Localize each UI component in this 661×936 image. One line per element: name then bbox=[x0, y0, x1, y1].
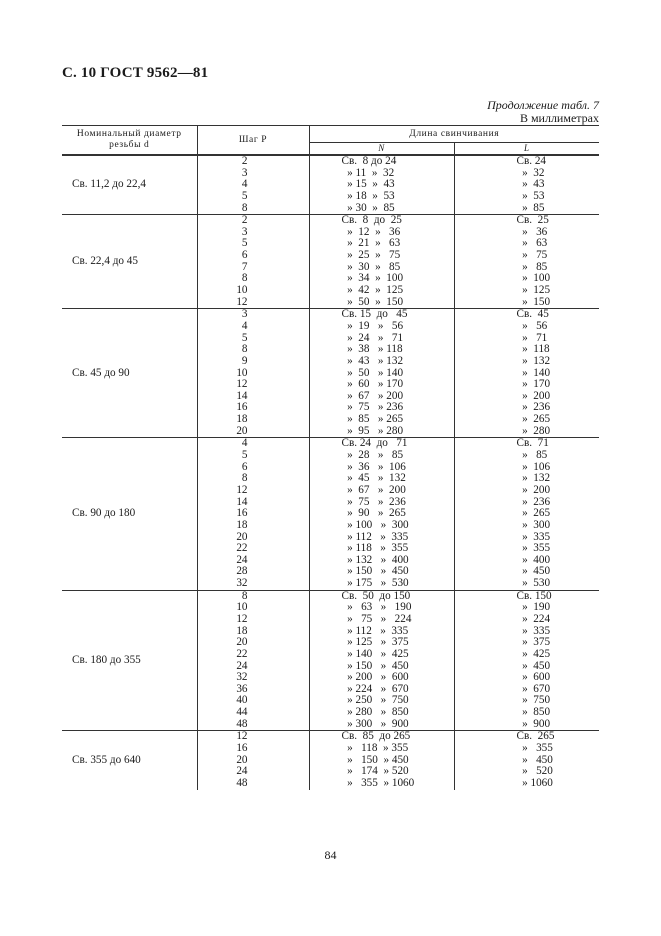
cell-line: » 28 » 85 bbox=[341, 449, 404, 462]
pitch-cell bbox=[197, 590, 309, 731]
cell-line: Св. 15 до 45 bbox=[341, 308, 408, 321]
cell-line: 5 bbox=[241, 331, 248, 344]
n-length-cell bbox=[309, 309, 454, 438]
cell-line: Св. 50 до 150 bbox=[341, 589, 411, 602]
cell-line: 10 bbox=[236, 284, 248, 297]
n-length-cell bbox=[309, 215, 454, 309]
cell-line: » 43 » 132 bbox=[341, 354, 404, 367]
cell-line: » 150 » 450 bbox=[341, 659, 409, 672]
cell-line: 18 bbox=[236, 624, 248, 637]
cell-line: » 150 » 450 bbox=[341, 565, 409, 578]
diameter-cell: Св. 180 до 355 bbox=[72, 653, 141, 666]
diameter-cell: Св. 355 до 640 bbox=[72, 753, 141, 766]
cell-line: » 280 bbox=[516, 424, 551, 437]
cell-line: » 224 bbox=[516, 612, 551, 625]
cell-line: » 118 » 355 bbox=[341, 542, 409, 555]
cell-line: 18 bbox=[236, 413, 248, 426]
cell-line: 6 bbox=[241, 460, 248, 473]
cell-line: 3 bbox=[241, 225, 248, 238]
cell-line: » 75 » 236 bbox=[341, 401, 404, 414]
cell-line: » 34 » 100 bbox=[341, 272, 404, 285]
cell-line: » 125 » 375 bbox=[341, 636, 409, 649]
l-length-cell bbox=[454, 155, 599, 215]
cell-line: » 112 » 335 bbox=[341, 530, 409, 543]
cell-line: 14 bbox=[236, 495, 248, 508]
cell-line: 5 bbox=[241, 189, 248, 202]
diameter-cell: Св. 90 до 180 bbox=[72, 507, 136, 520]
l-length-cell bbox=[454, 590, 599, 731]
cell-line: » 42 » 125 bbox=[341, 284, 404, 297]
n-length-cell bbox=[309, 590, 454, 731]
cell-line: » 85 » 265 bbox=[341, 413, 404, 426]
cell-line: » 150 bbox=[516, 295, 551, 308]
cell-line: 5 bbox=[241, 237, 248, 250]
cell-line: 8 bbox=[241, 201, 248, 214]
cell-line: » 50 » 140 bbox=[341, 366, 404, 379]
cell-line: » 19 » 56 bbox=[341, 319, 404, 332]
cell-line: » 118 bbox=[516, 343, 550, 356]
cell-line: » 36 » 106 bbox=[341, 460, 406, 473]
cell-line: 16 bbox=[236, 401, 248, 414]
cell-line: » 450 bbox=[516, 753, 553, 766]
cell-line: » 125 bbox=[516, 284, 551, 297]
pitch-cell bbox=[197, 155, 309, 215]
cell-line: » 190 bbox=[516, 601, 551, 614]
cell-line: » 900 bbox=[516, 717, 551, 730]
diameter-cell: Св. 22,4 до 45 bbox=[72, 254, 138, 267]
cell-line: » 118 » 355 bbox=[341, 742, 409, 755]
cell-line: » 450 bbox=[516, 659, 551, 672]
cell-line: » 43 bbox=[516, 178, 545, 191]
cell-line: » 53 bbox=[516, 189, 545, 202]
cell-line: » 36 bbox=[516, 225, 548, 238]
cell-line: » 335 bbox=[516, 530, 551, 543]
cell-line: 6 bbox=[241, 249, 248, 262]
cell-line: » 300 bbox=[516, 518, 551, 531]
cell-line: » 75 bbox=[516, 249, 548, 262]
cell-line: 20 bbox=[236, 424, 248, 437]
cell-line: 16 bbox=[236, 507, 248, 520]
cell-line: » 170 bbox=[516, 378, 551, 391]
cell-line: 22 bbox=[236, 542, 248, 555]
cell-line: » 150 » 450 bbox=[341, 753, 409, 766]
header-pitch: Шаг P bbox=[197, 126, 309, 156]
cell-line: 2 bbox=[241, 155, 248, 167]
cell-line: » 30 » 85 bbox=[341, 201, 395, 214]
cell-line: 32 bbox=[236, 577, 248, 590]
cell-line: » 38 » 118 bbox=[341, 343, 403, 356]
cell-line: 8 bbox=[241, 343, 248, 356]
cell-line: Св. 8 до 24 bbox=[341, 155, 397, 167]
cell-line: 24 bbox=[236, 553, 248, 566]
n-length-cell bbox=[309, 155, 454, 215]
diameter-cell: Св. 45 до 90 bbox=[72, 366, 130, 379]
cell-line: 12 bbox=[236, 483, 248, 496]
table-row bbox=[62, 215, 599, 309]
cell-line: 3 bbox=[241, 308, 248, 321]
cell-line: » 355 bbox=[516, 542, 551, 555]
header-diameter: Номинальный диаметр резьбы d bbox=[62, 126, 197, 156]
cell-line: » 90 » 265 bbox=[341, 507, 406, 520]
cell-line: » 32 bbox=[516, 166, 545, 179]
continuation-note: Продолжение табл. 7 bbox=[487, 98, 599, 112]
pitch-cell bbox=[197, 309, 309, 438]
cell-line: Св. 25 bbox=[516, 214, 549, 227]
cell-line: Св. 24 bbox=[516, 155, 547, 167]
cell-line: » 71 bbox=[516, 331, 548, 344]
table-row bbox=[62, 155, 599, 215]
cell-line: 12 bbox=[236, 295, 248, 308]
cell-line: 3 bbox=[241, 166, 248, 179]
cell-line: » 63 » 190 bbox=[341, 601, 412, 614]
cell-line: 36 bbox=[236, 682, 248, 695]
cell-line: » 265 bbox=[516, 507, 551, 520]
page-number: 84 bbox=[324, 848, 337, 862]
cell-line: 5 bbox=[241, 449, 248, 462]
diameter-cell: Св. 11,2 до 22,4 bbox=[72, 178, 146, 191]
cell-line: » 85 bbox=[516, 260, 548, 273]
cell-line: 10 bbox=[236, 366, 248, 379]
cell-line: » 100 » 300 bbox=[341, 518, 409, 531]
cell-line: » 132 » 400 bbox=[341, 553, 409, 566]
cell-line: 48 bbox=[236, 717, 248, 730]
cell-line: » 85 bbox=[516, 449, 548, 462]
cell-line: 8 bbox=[241, 272, 248, 285]
cell-line: » 224 » 670 bbox=[341, 682, 409, 695]
cell-line: » 15 » 43 bbox=[341, 178, 395, 191]
cell-line: » 174 » 520 bbox=[341, 765, 409, 778]
units-note: В миллиметрах bbox=[519, 111, 599, 125]
cell-line: » 200 bbox=[516, 389, 551, 402]
cell-line: » 24 » 71 bbox=[341, 331, 404, 344]
cell-line: » 67 » 200 bbox=[341, 483, 406, 496]
cell-line: » 236 bbox=[516, 495, 551, 508]
cell-line: » 75 » 236 bbox=[341, 495, 406, 508]
cell-line: » 450 bbox=[516, 565, 551, 578]
cell-line: » 45 » 132 bbox=[341, 472, 406, 485]
l-length-cell bbox=[454, 731, 599, 790]
cell-line: 8 bbox=[241, 589, 248, 602]
cell-line: » 132 bbox=[516, 472, 551, 485]
cell-line: » 530 bbox=[516, 577, 551, 590]
cell-line: » 21 » 63 bbox=[341, 237, 401, 250]
header-length: Длина свинчивания bbox=[309, 126, 599, 143]
cell-line: » 520 bbox=[516, 765, 553, 778]
cell-line: 24 bbox=[236, 765, 248, 778]
cell-line: » 375 bbox=[516, 636, 551, 649]
cell-line: » 335 bbox=[516, 624, 551, 637]
cell-line: » 30 » 85 bbox=[341, 260, 401, 273]
cell-line: » 11 » 32 bbox=[341, 166, 395, 179]
cell-line: » 100 bbox=[516, 272, 551, 285]
cell-line: 20 bbox=[236, 636, 248, 649]
cell-line: 12 bbox=[236, 730, 248, 743]
cell-line: 18 bbox=[236, 518, 248, 531]
cell-line: 4 bbox=[241, 178, 248, 191]
cell-line: » 175 » 530 bbox=[341, 577, 409, 590]
cell-line: » 56 bbox=[516, 319, 548, 332]
cell-line: Св. 24 до 71 bbox=[341, 437, 408, 450]
cell-line: » 300 » 900 bbox=[341, 717, 409, 730]
cell-line: » 140 » 425 bbox=[341, 647, 409, 660]
cell-line: 8 bbox=[241, 472, 248, 485]
cell-line: » 60 » 170 bbox=[341, 378, 404, 391]
cell-line: 16 bbox=[236, 742, 248, 755]
table-row bbox=[62, 438, 599, 590]
cell-line: 7 bbox=[241, 260, 248, 273]
table-row bbox=[62, 731, 599, 790]
cell-line: 4 bbox=[241, 319, 248, 332]
cell-line: » 265 bbox=[516, 413, 551, 426]
cell-line: Св. 71 bbox=[516, 437, 549, 450]
cell-line: Св. 45 bbox=[516, 308, 549, 321]
cell-line: » 106 bbox=[516, 460, 551, 473]
cell-line: 44 bbox=[236, 706, 248, 719]
cell-line: » 25 » 75 bbox=[341, 249, 401, 262]
l-length-cell bbox=[454, 309, 599, 438]
n-length-cell bbox=[309, 731, 454, 790]
cell-line: » 1060 bbox=[516, 776, 553, 789]
cell-line: » 132 bbox=[516, 354, 551, 367]
cell-line: » 850 bbox=[516, 706, 551, 719]
cell-line: » 95 » 280 bbox=[341, 424, 404, 437]
cell-line: 10 bbox=[236, 601, 248, 614]
cell-line: » 50 » 150 bbox=[341, 295, 404, 308]
cell-line: 12 bbox=[236, 612, 248, 625]
cell-line: 20 bbox=[236, 530, 248, 543]
cell-line: » 63 bbox=[516, 237, 548, 250]
cell-line: 9 bbox=[241, 354, 248, 367]
cell-line: 48 bbox=[236, 776, 248, 789]
pitch-cell bbox=[197, 731, 309, 790]
cell-line: 32 bbox=[236, 671, 248, 684]
cell-line: » 75 » 224 bbox=[341, 612, 412, 625]
cell-line: » 85 bbox=[516, 201, 545, 214]
cell-line: » 67 » 200 bbox=[341, 389, 404, 402]
cell-line: 40 bbox=[236, 694, 248, 707]
cell-line: » 18 » 53 bbox=[341, 189, 395, 202]
cell-line: 4 bbox=[241, 437, 248, 450]
cell-line: 12 bbox=[236, 378, 248, 391]
cell-line: Св. 265 bbox=[516, 730, 555, 743]
cell-line: » 750 bbox=[516, 694, 551, 707]
header-l: L bbox=[454, 143, 599, 156]
cell-line: 22 bbox=[236, 647, 248, 660]
cell-line: » 140 bbox=[516, 366, 551, 379]
cell-line: 24 bbox=[236, 659, 248, 672]
cell-line: » 670 bbox=[516, 682, 551, 695]
cell-line: » 112 » 335 bbox=[341, 624, 409, 637]
header-n: N bbox=[309, 143, 454, 156]
cell-line: » 400 bbox=[516, 553, 551, 566]
cell-line: 2 bbox=[241, 214, 248, 227]
cell-line: » 355 bbox=[516, 742, 553, 755]
cell-line: 14 bbox=[236, 389, 248, 402]
n-length-cell bbox=[309, 438, 454, 590]
l-length-cell bbox=[454, 215, 599, 309]
pitch-cell bbox=[197, 215, 309, 309]
table-row bbox=[62, 309, 599, 438]
cell-line: Св. 85 до 265 bbox=[341, 730, 411, 743]
cell-line: » 250 » 750 bbox=[341, 694, 409, 707]
cell-line: » 600 bbox=[516, 671, 551, 684]
cell-line: Св. 8 до 25 bbox=[341, 214, 402, 227]
cell-line: » 236 bbox=[516, 401, 551, 414]
cell-line: 20 bbox=[236, 753, 248, 766]
cell-line: » 200 bbox=[516, 483, 551, 496]
cell-line: » 12 » 36 bbox=[341, 225, 401, 238]
table-row bbox=[62, 590, 599, 731]
l-length-cell bbox=[454, 438, 599, 590]
page-header: С. 10 ГОСТ 9562—81 bbox=[62, 65, 209, 81]
pitch-cell bbox=[197, 438, 309, 590]
cell-line: 28 bbox=[236, 565, 248, 578]
thread-length-table bbox=[62, 125, 599, 790]
cell-line: » 355 » 1060 bbox=[341, 776, 415, 789]
cell-line: » 425 bbox=[516, 647, 551, 660]
cell-line: » 200 » 600 bbox=[341, 671, 409, 684]
cell-line: » 280 » 850 bbox=[341, 706, 409, 719]
cell-line: Св. 150 bbox=[516, 589, 552, 602]
